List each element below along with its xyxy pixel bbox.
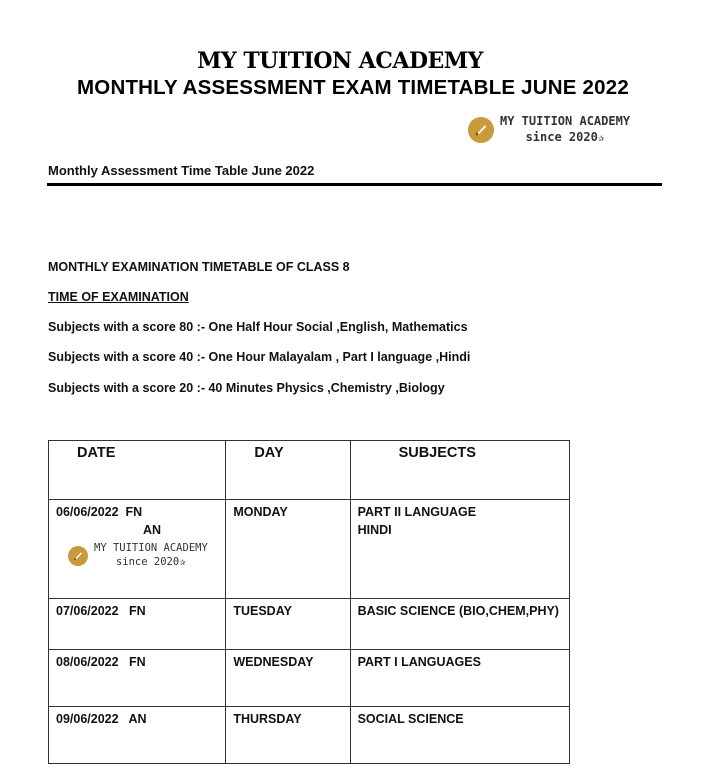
date-value: 08/06/2022 FN (56, 655, 146, 669)
date-cell (49, 707, 226, 764)
table-row (49, 650, 570, 707)
table-row (49, 707, 570, 764)
header-day: DAY (226, 441, 350, 500)
subject-value: PART II LANGUAGE (357, 505, 477, 519)
logo-since: since 2020 (525, 130, 598, 145)
logo-text (94, 541, 208, 570)
day-value: TUESDAY (233, 604, 292, 618)
logo-since-line (94, 555, 208, 570)
day-value: WEDNESDAY (233, 655, 314, 669)
day-value: THURSDAY (233, 712, 302, 726)
quill-seal-icon (68, 546, 88, 566)
table-row (49, 599, 570, 650)
day-cell (226, 650, 350, 707)
subject-value-2: HINDI (357, 523, 392, 537)
subject-value: PART I LANGUAGES (357, 655, 481, 669)
date-cell (49, 650, 226, 707)
logo-text (500, 113, 630, 146)
page-title: MONTHLY ASSESSMENT EXAM TIMETABLE JUNE 2022 (77, 76, 629, 99)
star-icon: ✰ (179, 555, 186, 569)
section-heading: Monthly Assessment Time Table June 2022 (48, 163, 315, 178)
date-cell (49, 599, 226, 650)
subject-value: SOCIAL SCIENCE (357, 712, 464, 726)
logo-since-line (500, 129, 630, 146)
table-header-row (49, 441, 570, 500)
date-value: 09/06/2022 AN (56, 712, 147, 726)
time-heading: TIME OF EXAMINATION (48, 290, 189, 304)
subject-value: BASIC SCIENCE (BIO,CHEM,PHY) (357, 604, 559, 618)
score-line-40: Subjects with a score 40 :- One Hour Malayalam , Part I language ,Hindi (48, 350, 471, 364)
logo-name: MY TUITION ACADEMY (94, 542, 208, 554)
score-line-20: Subjects with a score 20 :- 40 Minutes Physics ,Chemistry ,Biology (48, 381, 445, 395)
quill-seal-icon (468, 117, 494, 143)
date-value: 06/06/2022 FN (56, 505, 143, 519)
date-value: 07/06/2022 FN (56, 604, 146, 618)
academy-logo (468, 113, 630, 146)
header-subjects: SUBJECTS (350, 441, 569, 500)
subject-cell (350, 707, 569, 764)
heading-divider (47, 183, 662, 186)
session-value: AN (143, 523, 162, 537)
subject-cell (350, 500, 569, 599)
day-cell (226, 599, 350, 650)
logo-since: since 2020 (115, 556, 180, 569)
day-cell (226, 500, 350, 599)
star-icon: ✰ (597, 131, 605, 145)
academy-title: MY TUITION ACADEMY (197, 48, 483, 74)
subject-cell (350, 599, 569, 650)
header-date: DATE (49, 441, 226, 500)
score-line-80: Subjects with a score 80 :- One Half Hour Social ,English, Mathematics (48, 320, 468, 334)
day-value: MONDAY (233, 505, 288, 519)
class-heading: MONTHLY EXAMINATION TIMETABLE OF CLASS 8 (48, 260, 350, 274)
logo-name: MY TUITION ACADEMY (500, 114, 631, 128)
day-cell (226, 707, 350, 764)
exam-timetable (48, 440, 570, 764)
subject-cell (350, 650, 569, 707)
academy-logo-watermark (68, 541, 208, 570)
